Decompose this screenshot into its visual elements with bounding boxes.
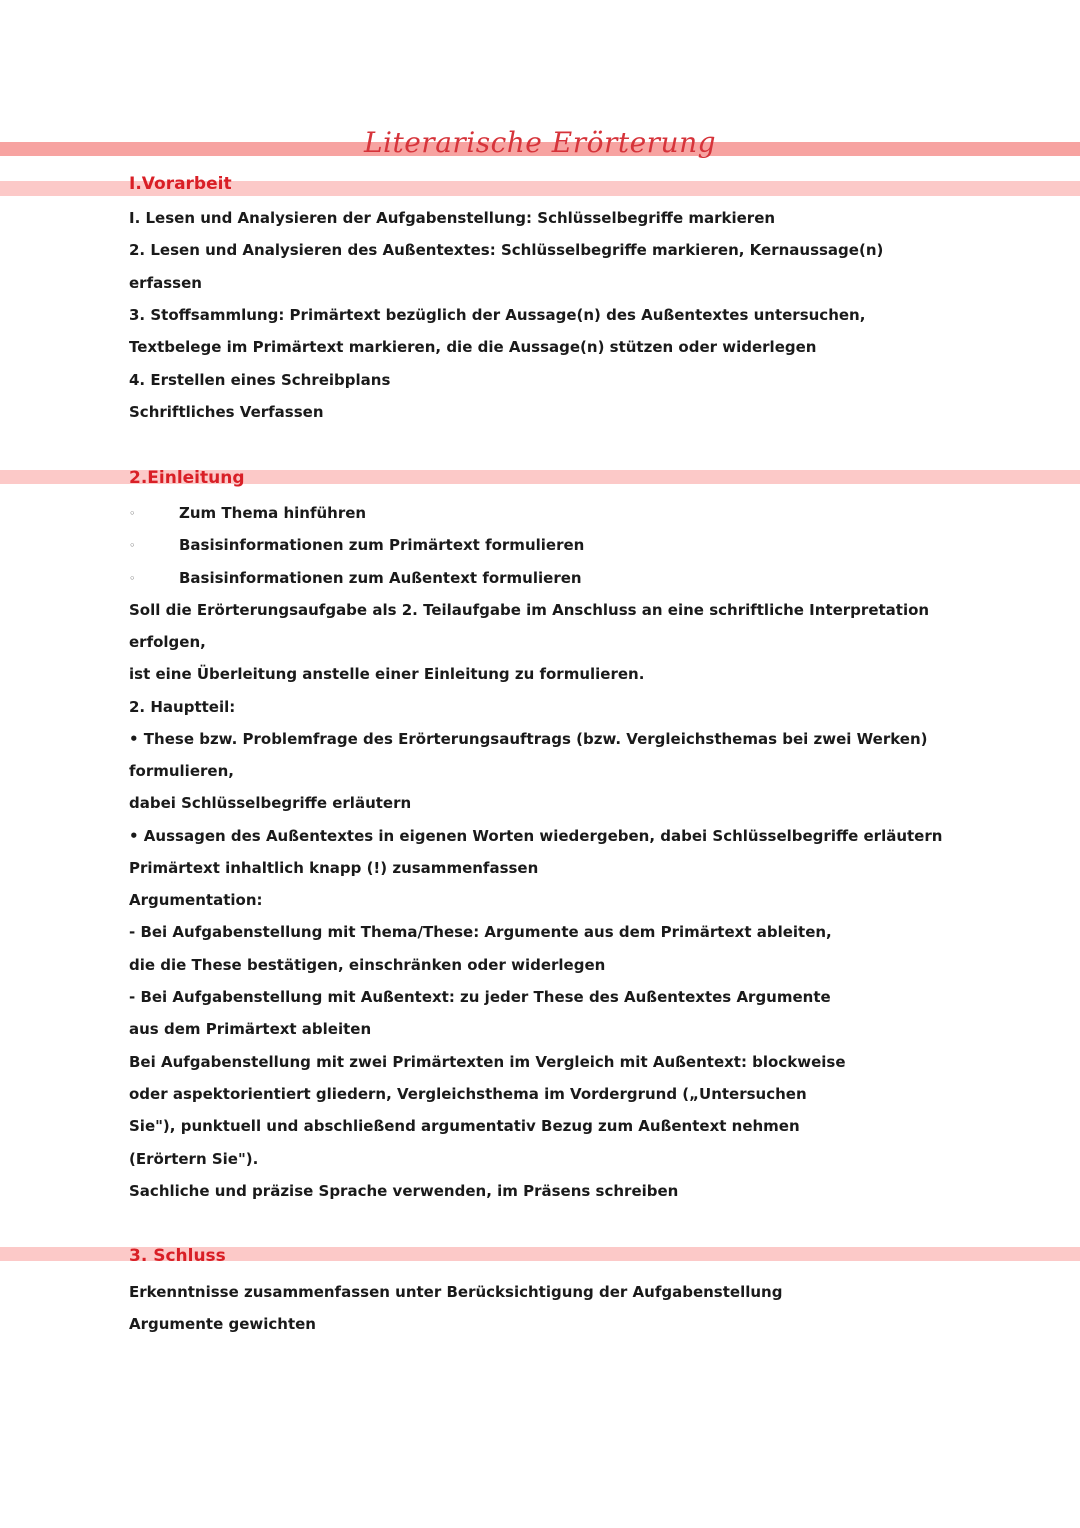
text-line: oder aspektorientiert gliedern, Vergleichsthema im Vordergrund („Untersuchen — [129, 1085, 807, 1103]
bullet-icon: ◦ — [129, 572, 136, 585]
text-line: • Aussagen des Außentextes in eigenen Worten wiedergeben, dabei Schlüsselbegriffe erläutern — [129, 827, 943, 845]
text-line: Sachliche und präzise Sprache verwenden, im Präsens schreiben — [129, 1182, 679, 1200]
section-heading-schluss: 3. Schluss — [129, 1246, 226, 1266]
text-line: 4. Erstellen eines Schreibplans — [129, 371, 391, 389]
list-item: Zum Thema hinführen — [179, 504, 367, 522]
text-line: ist eine Überleitung anstelle einer Einleitung zu formulieren. — [129, 665, 645, 683]
text-line: (Erörtern Sie"). — [129, 1150, 259, 1168]
bullet-icon: ◦ — [129, 539, 136, 552]
text-line: formulieren, — [129, 762, 234, 780]
text-line: 2. Hauptteil: — [129, 698, 236, 716]
text-line: dabei Schlüsselbegriffe erläutern — [129, 794, 412, 812]
text-line: • These bzw. Problemfrage des Erörterungsauftrags (bzw. Vergleichsthemas bei zwei Werken) — [129, 730, 928, 748]
text-line: Soll die Erörterungsaufgabe als 2. Teilaufgabe im Anschluss an eine schriftliche Interpretation — [129, 601, 930, 619]
text-line: Schriftliches Verfassen — [129, 403, 324, 421]
text-line: Sie"), punktuell und abschließend argumentativ Bezug zum Außentext nehmen — [129, 1117, 800, 1135]
text-line: - Bei Aufgabenstellung mit Thema/These: Argumente aus dem Primärtext ableiten, — [129, 923, 832, 941]
text-line: Primärtext inhaltlich knapp (!) zusammenfassen — [129, 859, 539, 877]
text-line: Argumente gewichten — [129, 1315, 316, 1333]
text-line: 2. Lesen und Analysieren des Außentextes: Schlüsselbegriffe markieren, Kernaussage(n) — [129, 241, 884, 259]
page-title: Literarische Erörterung — [363, 126, 717, 159]
text-line: Textbelege im Primärtext markieren, die die Aussage(n) stützen oder widerlegen — [129, 338, 817, 356]
text-line: aus dem Primärtext ableiten — [129, 1020, 372, 1038]
list-item: Basisinformationen zum Außentext formulieren — [179, 569, 582, 587]
text-line: erfolgen, — [129, 633, 206, 651]
text-line: I. Lesen und Analysieren der Aufgabenstellung: Schlüsselbegriffe markieren — [129, 209, 776, 227]
bullet-icon: ◦ — [129, 507, 136, 520]
text-line: 3. Stoffsammlung: Primärtext bezüglich der Aussage(n) des Außentextes untersuchen, — [129, 306, 866, 324]
text-line: - Bei Aufgabenstellung mit Außentext: zu jeder These des Außentextes Argumente — [129, 988, 831, 1006]
section-heading-einleitung: 2.Einleitung — [129, 468, 245, 488]
text-line: Erkenntnisse zusammenfassen unter Berücksichtigung der Aufgabenstellung — [129, 1283, 783, 1301]
section-heading-vorarbeit: I.Vorarbeit — [129, 174, 232, 194]
text-line: Argumentation: — [129, 891, 263, 909]
list-item: Basisinformationen zum Primärtext formulieren — [179, 536, 585, 554]
text-line: die die These bestätigen, einschränken oder widerlegen — [129, 956, 606, 974]
text-line: erfassen — [129, 274, 202, 292]
text-line: Bei Aufgabenstellung mit zwei Primärtexten im Vergleich mit Außentext: blockweise — [129, 1053, 846, 1071]
